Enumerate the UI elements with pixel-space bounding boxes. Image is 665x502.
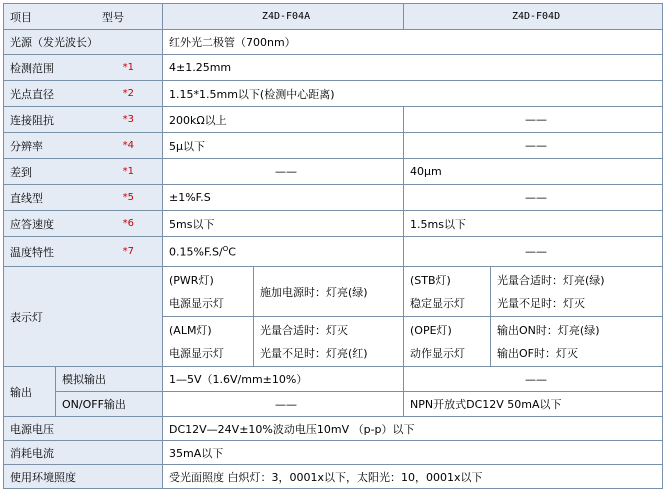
label-linearity: 直线型 *5 xyxy=(4,185,163,211)
value-light-source: 红外光二极管（700nm） xyxy=(163,30,663,55)
header-item-model xyxy=(4,4,163,30)
value-temp-a: 0.15%F.S/$^O$C xyxy=(163,237,404,267)
row-diff xyxy=(4,159,663,185)
label-detect-range: 检测范围 *1 xyxy=(4,55,163,81)
value-conn-res-a: 200kΩ以上 xyxy=(163,107,404,133)
value-conn-res-d: —— xyxy=(404,107,663,133)
label-indicator: 表示灯 xyxy=(4,267,163,367)
row-current xyxy=(4,441,663,465)
value-linearity-a: ±1%F.S xyxy=(163,185,404,211)
indicator-stb: (STB灯) 稳定显示灯 xyxy=(404,267,491,317)
label-spot-dia: 光点直径 *2 xyxy=(4,81,163,107)
value-onoff-a: —— xyxy=(163,392,404,417)
row-response xyxy=(4,211,663,237)
spec-table xyxy=(3,3,663,489)
label-diff: 差到 *1 xyxy=(4,159,163,185)
note-mark: *6 xyxy=(122,218,134,229)
value-detect-range: 4±1.25mm xyxy=(163,55,663,81)
row-ambient xyxy=(4,465,663,489)
value-supply: DC12V—24V±10%波动电压10mV （p-p）以下 xyxy=(163,417,663,441)
value-spot-dia: 1.15*1.5mm以下(检测中心距离) xyxy=(163,81,663,107)
value-diff-a: —— xyxy=(163,159,404,185)
value-current: 35mA以下 xyxy=(163,441,663,465)
row-indicator-1 xyxy=(4,267,663,317)
label-conn-res: 连接阻抗 *3 xyxy=(4,107,163,133)
label-temp: 温度特性 *7 xyxy=(4,237,163,267)
row-output-analog xyxy=(4,367,663,392)
value-linearity-d: —— xyxy=(404,185,663,211)
note-mark: *7 xyxy=(122,246,134,257)
indicator-pwr-state: 施加电源时：灯亮(绿) xyxy=(254,267,404,317)
value-temp-d: —— xyxy=(404,237,663,267)
value-resolution-a: 5μ以下 xyxy=(163,133,404,159)
label-output-onoff: ON/OFF输出 xyxy=(56,392,163,417)
row-detect-range xyxy=(4,55,663,81)
indicator-pwr: (PWR灯) 电源显示灯 xyxy=(163,267,254,317)
header-item: 项目 xyxy=(10,10,32,24)
label-supply: 电源电压 xyxy=(4,417,163,441)
note-mark: *1 xyxy=(122,166,134,177)
note-mark: *5 xyxy=(122,192,134,203)
value-diff-d: 40μm xyxy=(404,159,663,185)
value-resolution-d: —— xyxy=(404,133,663,159)
value-response-d: 1.5ms以下 xyxy=(404,211,663,237)
note-mark: *3 xyxy=(122,114,134,125)
row-conn-res xyxy=(4,107,663,133)
value-onoff-d: NPN开放式DC12V 50mA以下 xyxy=(404,392,663,417)
label-current: 消耗电流 xyxy=(4,441,163,465)
value-analog-d: —— xyxy=(404,367,663,392)
row-temp xyxy=(4,237,663,267)
value-response-a: 5ms以下 xyxy=(163,211,404,237)
row-supply xyxy=(4,417,663,441)
indicator-stb-state: 光量合适时：灯亮(绿) 光量不足时：灯灭 xyxy=(491,267,663,317)
row-output-onoff xyxy=(4,392,663,417)
header-col-a: Z4D-F04A xyxy=(163,4,404,30)
indicator-alm-state: 光量合适时：灯灭 光量不足时：灯亮(红) xyxy=(254,317,404,367)
value-analog-a: 1—5V（1.6V/mm±10%） xyxy=(163,367,404,392)
indicator-ope-state: 输出ON时：灯亮(绿) 输出OF时：灯灭 xyxy=(491,317,663,367)
header-model: 型号 xyxy=(102,10,124,24)
label-output: 输出 xyxy=(4,367,56,417)
row-linearity xyxy=(4,185,663,211)
label-resolution: 分辨率 *4 xyxy=(4,133,163,159)
indicator-ope: (OPE灯) 动作显示灯 xyxy=(404,317,491,367)
row-resolution xyxy=(4,133,663,159)
label-response: 应答速度 *6 xyxy=(4,211,163,237)
header-col-d: Z4D-F04D xyxy=(404,4,663,30)
header-row xyxy=(4,4,663,30)
row-spot-dia xyxy=(4,81,663,107)
indicator-alm: (ALM灯) 电源显示灯 xyxy=(163,317,254,367)
note-mark: *4 xyxy=(122,140,134,151)
note-mark: *1 xyxy=(122,62,134,73)
label-ambient: 使用环境照度 xyxy=(4,465,163,489)
note-mark: *2 xyxy=(122,88,134,99)
row-light-source xyxy=(4,30,663,55)
label-output-analog: 模拟输出 xyxy=(56,367,163,392)
label-light-source: 光源（发光波长） xyxy=(4,30,163,55)
value-ambient: 受光面照度 白炽灯：3，0001x以下，太阳光：10，0001x以下 xyxy=(163,465,663,489)
